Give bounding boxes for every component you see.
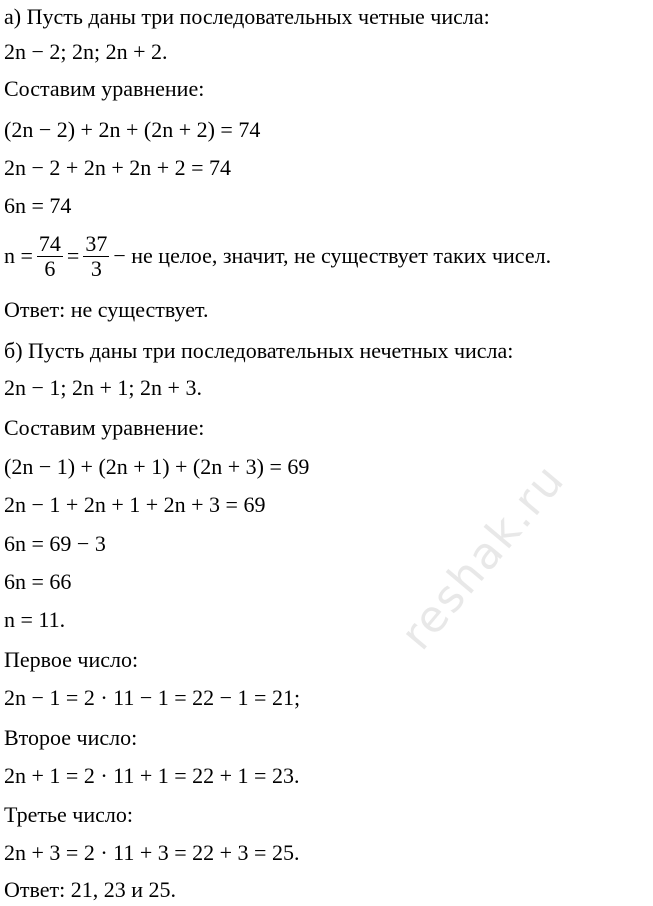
text-line-8: Ответ: не существует. [4,297,209,322]
fraction-1-denominator: 6 [44,255,56,281]
text-line-13: 2n − 1 + 2n + 1 + 2n + 3 = 69 [4,492,266,517]
text-line-12: (2n − 1) + (2n + 1) + (2n + 3) = 69 [4,454,310,479]
text-line-14: 6n = 69 − 3 [4,531,106,556]
text-line-4: (2n − 2) + 2n + (2n + 2) = 74 [4,117,261,142]
text-line-20: 2n + 1 = 2 · 11 + 1 = 22 + 1 = 23. [4,763,300,788]
text-line-9: б) Пусть даны три последовательных нечетных числа: [4,338,514,363]
text-line-19: Второе число: [4,725,138,750]
text-line-18: 2n − 1 = 2 · 11 − 1 = 22 − 1 = 21; [4,685,301,710]
text-line-21: Третье число: [4,802,133,827]
fraction-line [4,228,551,284]
text-line-3: Составим уравнение: [4,76,205,101]
text-line-2: 2n − 2; 2n; 2n + 2. [4,39,168,64]
text-line-10: 2n − 1; 2n + 1; 2n + 3. [4,375,202,400]
text-line-22: 2n + 3 = 2 · 11 + 3 = 22 + 3 = 25. [4,840,300,865]
fraction-prefix: n = [4,243,33,268]
fraction-equals: = [66,243,80,268]
watermark: reshak.ru [391,454,576,660]
text-line-1: а) Пусть даны три последовательных четные числа: [4,4,490,29]
text-line-5: 2n − 2 + 2n + 2n + 2 = 74 [4,155,232,180]
text-line-17: Первое число: [4,647,139,672]
text-line-6: 6n = 74 [4,193,72,218]
fraction-suffix: − не целое, значит, не существует таких чисел. [113,243,552,268]
fraction-1-numerator: 74 [38,230,61,256]
text-line-15: 6n = 66 [4,569,72,594]
fraction-2-denominator: 3 [90,255,102,281]
fraction-2 [83,232,109,281]
fraction-2-numerator: 37 [85,230,108,256]
text-line-16: n = 11. [4,607,66,632]
fraction-1 [37,232,63,281]
text-line-23: Ответ: 21, 23 и 25. [4,877,177,902]
text-line-11: Составим уравнение: [4,415,205,440]
